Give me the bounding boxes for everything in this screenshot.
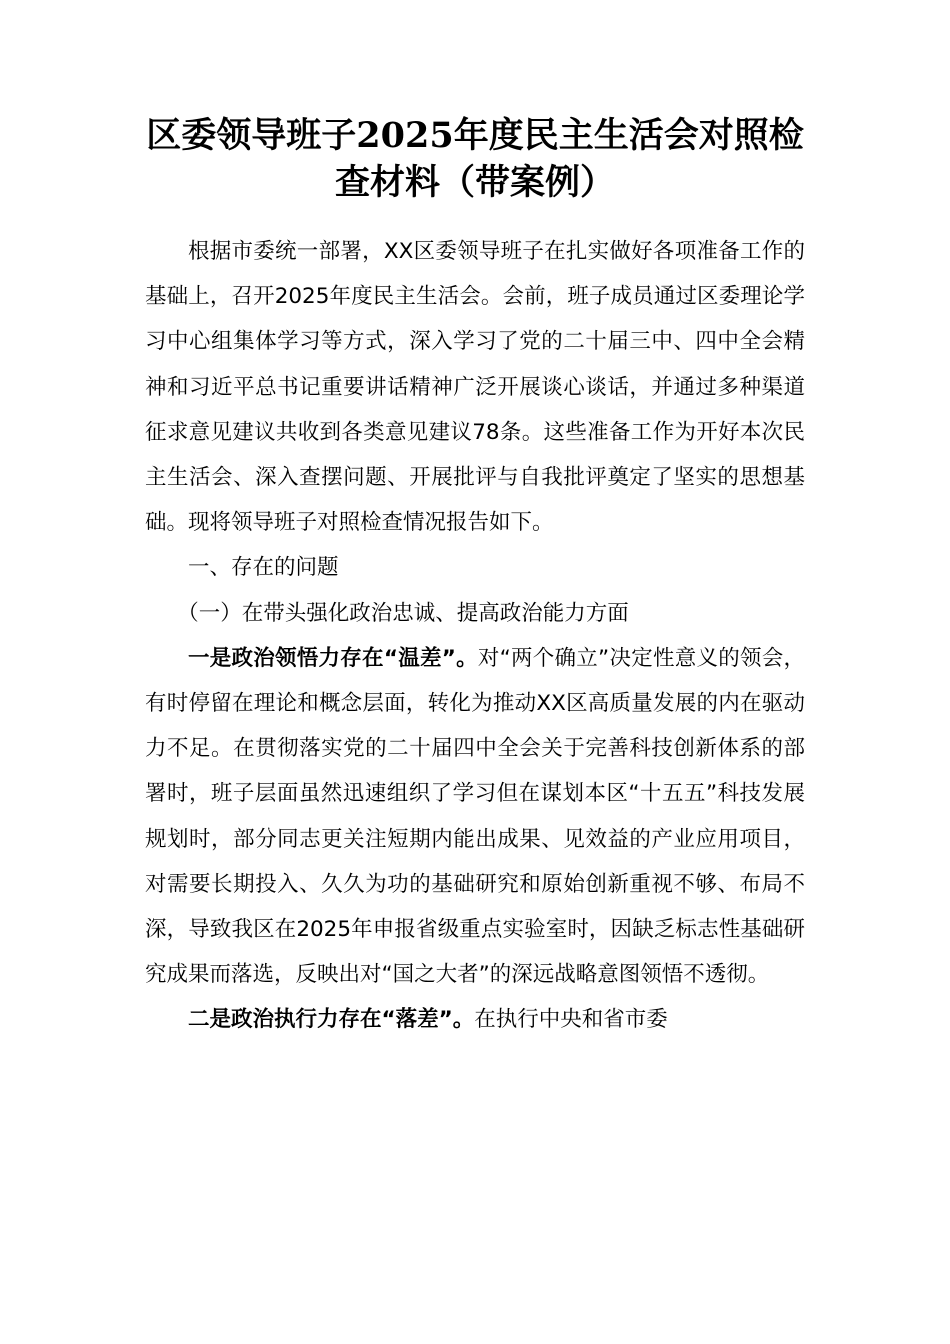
section-heading-problems: 一、存在的问题 <box>188 555 339 581</box>
point-1-lead: 一是政治领悟力存在“温差”。 <box>188 645 478 671</box>
intro-paragraph: 根据市委统一部署，XX区委领导班子在扎实做好各项准备工作的基础上，召开2025年度民主生活会。会前，班子成员通过区委理论学习中心组集体学习等方式，深入学习了党的二十届三中、四中全会精神和习近平总书记重要讲话精神广泛开展谈心谈话，并通过多种渠道征求意见建议共收到各类意见建议78条。这些准备工作为开好本次民主生活会、深入查摆问题、开展批评与自我批评奠定了坚实的思想基础。现将领导班子对照检查情况报告如下。 <box>145 239 805 536</box>
document-body <box>145 229 805 1043</box>
title-line-2: 查材料（带案例） <box>334 162 615 203</box>
document-title <box>145 112 805 206</box>
point-2-paragraph <box>145 997 805 1042</box>
point-1-paragraph <box>145 636 805 998</box>
point-2-lead: 二是政治执行力存在“落差”。 <box>188 1007 475 1033</box>
title-line-1: 区委领导班子2025年度民主生活会对照检 <box>146 115 804 156</box>
subsection-heading-political-loyalty: （一）在带头强化政治忠诚、提高政治能力方面 <box>177 600 629 626</box>
point-2-text: 在执行中央和省市委 <box>474 1007 668 1033</box>
point-1-text: 对“两个确立”决定性意义的领会，有时停留在理论和概念层面，转化为推动XX区高质量发展的内在驱动力不足。在贯彻落实党的二十届四中全会关于完善科技创新体系的部署时，班子层面虽然迅速组织了学习但在谋划本区“十五五”科技发展规划时，部分同志更关注短期内能出成果、见效益的产业应用项目，对需要长期投入、久久为功的基础研究和原始创新重视不够、布局不深，导致我区在2025年申报省级重点实验室时，因缺乏标志性基础研究成果而落选，反映出对“国之大者”的深远战略意图领悟不透彻。 <box>145 645 806 988</box>
